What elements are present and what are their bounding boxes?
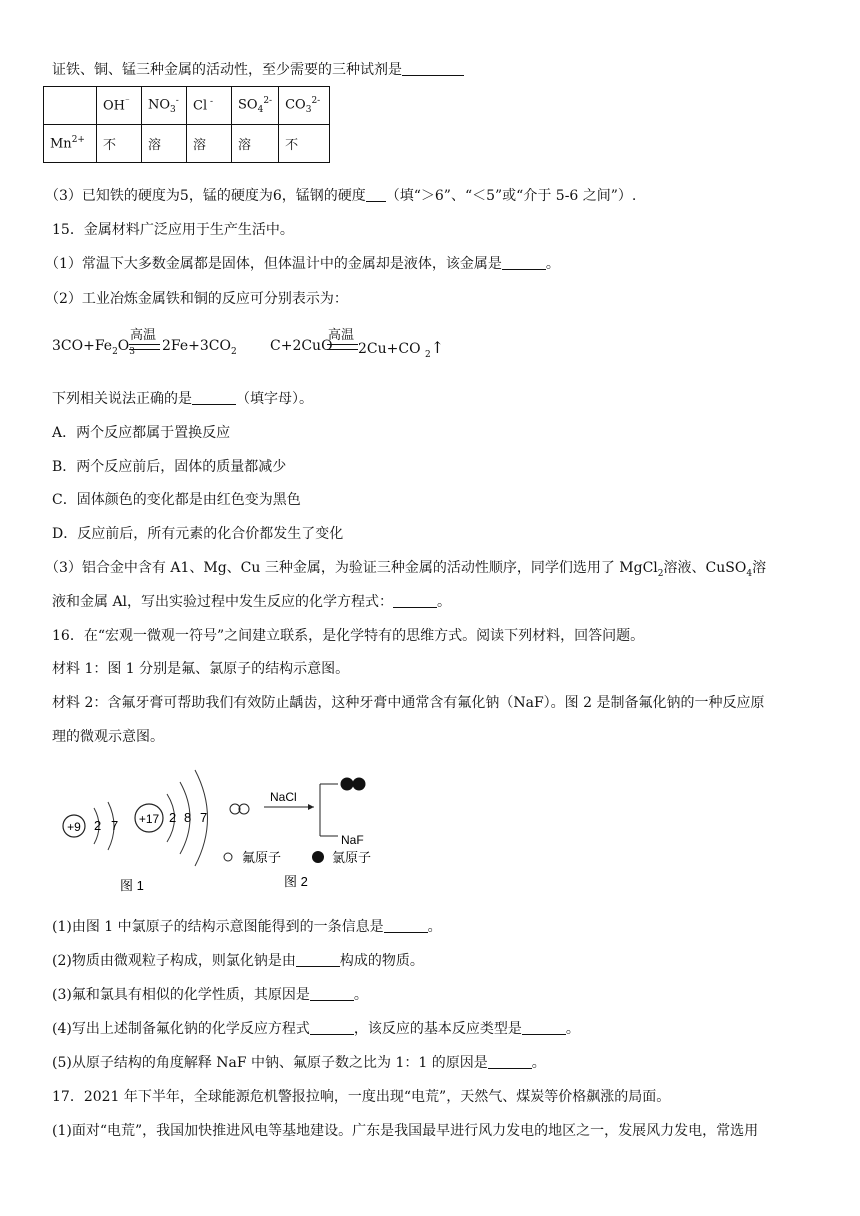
q16-sub3 [52, 985, 368, 1005]
table-header-cell: $NO_3^-$ [142, 87, 187, 125]
chlorine-legend-icon [312, 851, 324, 863]
text: （3）已知铁的硬度为5，锰的硬度为6，锰钢的硬度 [45, 188, 366, 204]
answer-blank[interactable] [393, 593, 437, 608]
nucleus-label: +17 [138, 812, 160, 826]
gas-arrow-icon: ↑ [430, 338, 445, 357]
table-row-label: $Mn^{2+}$ [44, 125, 97, 163]
shell-count: 7 [200, 810, 208, 825]
q16-sub5 [52, 1053, 546, 1073]
q16-stem: 16．在“宏观一微观一符号”之间建立联系，是化学特有的思维方式。阅读下列材料，回答问题。 [52, 628, 645, 644]
table-header-cell: OH⁻ [97, 87, 142, 125]
q14-text: 证铁、铜、锰三种金属的活动性，至少需要的三种试剂是 [52, 62, 402, 78]
eq2-right: 2Cu+CO $_2$↑ [358, 338, 445, 360]
eq1-right: $2Fe+3CO_2$ [162, 338, 237, 357]
answer-blank[interactable] [502, 255, 546, 270]
answer-blank[interactable] [366, 187, 386, 202]
shell-count: 7 [111, 818, 119, 833]
table-cell: 不 [97, 125, 142, 163]
chlorine-atom-diagram [135, 770, 208, 866]
text: (1)由图 1 中氯原子的结构示意图能得到的一条信息是 [52, 919, 384, 935]
text: （1）常温下大多数金属都是固体，但体温计中的金属却是液体，该金属是 [45, 256, 502, 272]
text: 。 [427, 919, 442, 935]
text: （3）铝合金中含有 A1、Mg、Cu 三种金属，为验证三种金属的活动性顺序，同学们选用了 MgCl [45, 560, 658, 576]
table-header-row [44, 87, 330, 125]
table-row [44, 125, 330, 163]
fluorine-atom-diagram [63, 802, 118, 850]
text: (2)物质由微观粒子构成，则氯化钠是由 [52, 953, 296, 969]
table-cell: 溶 [187, 125, 232, 163]
figure-1-label: 图 1 [120, 878, 144, 893]
eq1-left: $3CO+Fe_2O_3$ [52, 338, 136, 357]
q15-stem: 15．金属材料广泛应用于生产生活中。 [52, 222, 294, 238]
answer-blank[interactable] [310, 1020, 354, 1035]
text: 。 [545, 256, 560, 272]
option-b[interactable]: B．两个反应前后，固体的质量都减少 [52, 459, 287, 475]
eq1-equals [129, 344, 160, 350]
q14-part3 [45, 186, 636, 206]
text: （填“＞6”、“＜5”或“介于 5-6 之间”）. [385, 188, 637, 204]
answer-blank[interactable] [192, 390, 236, 405]
text: 4 [746, 568, 753, 579]
answer-blank[interactable] [384, 918, 428, 933]
q15-part2: （2）工业冶炼金属铁和铜的反应可分别表示为： [45, 291, 348, 307]
reactant-label: NaCl [270, 790, 297, 804]
table-header-cell: $CO_3^{2-}$ [279, 87, 330, 125]
table-cell: 溶 [232, 125, 279, 163]
shell-count: 2 [94, 818, 102, 833]
arrow-head-icon [308, 804, 314, 810]
q17-stem: 17．2021 年下半年，全球能源危机警报拉响，一度出现“电荒”，天然气、煤炭等价格飙涨的局面。 [52, 1089, 671, 1105]
legend-label: 氯原子 [332, 850, 372, 865]
text: 2 [657, 568, 664, 579]
q15-ask [52, 389, 313, 409]
chlorine-atom-icon [353, 778, 366, 791]
eq1-condition: 高温 [130, 328, 157, 343]
q15-part3 [45, 558, 766, 584]
material-1: 材料 1：图 1 分别是氟、氯原子的结构示意图。 [52, 661, 350, 677]
text: ，该反应的基本反应类型是 [353, 1021, 522, 1037]
equations [52, 324, 572, 364]
legend-label: 氟原子 [242, 850, 282, 865]
text: (3)氟和氯具有相似的化学性质，其原因是 [52, 987, 310, 1003]
solubility-table [43, 86, 330, 163]
option-c[interactable]: C．固体颜色的变化都是由红色变为黑色 [52, 492, 301, 508]
reaction-diagram [224, 778, 371, 890]
answer-blank[interactable] [522, 1020, 566, 1035]
text: 溶液、CuSO [663, 560, 747, 576]
material-2-cont: 理的微观示意图。 [52, 729, 164, 745]
eq2-equals [327, 344, 358, 350]
q14-line [52, 60, 464, 80]
q16-sub2 [52, 951, 424, 971]
answer-blank[interactable] [488, 1054, 532, 1069]
material-2: 材料 2：含氟牙膏可帮助我们有效防止龋齿，这种牙膏中通常含有氟化钠（NaF）。图 2 是制备氟化钠的一种反应原 [52, 695, 765, 711]
chlorine-atom-icon [341, 778, 354, 791]
option-a[interactable]: A．两个反应都属于置换反应 [52, 425, 231, 441]
shell-count: 8 [184, 810, 192, 825]
text: 下列相关说法正确的是 [52, 391, 192, 407]
option-d[interactable]: D．反应前后，所有元素的化合价都发生了变化 [52, 526, 344, 542]
nucleus-label: +9 [67, 820, 81, 834]
table-cell: 溶 [142, 125, 187, 163]
text: （填字母）。 [236, 391, 313, 407]
text: 。 [437, 594, 452, 610]
q15-part1 [45, 254, 560, 274]
text: 。 [353, 987, 368, 1003]
table-cell: 不 [279, 125, 330, 163]
eq2-left: C+2CuO [270, 338, 333, 354]
table-header-cell: Cl - [187, 87, 232, 125]
product-label: NaF [341, 833, 364, 847]
q15-part3-line2 [52, 592, 451, 612]
table-header-cell [44, 87, 97, 125]
text: 构成的物质。 [339, 953, 424, 969]
eq2-condition: 高温 [328, 328, 355, 343]
text: 溶 [752, 560, 767, 576]
q16-sub4 [52, 1019, 580, 1039]
text: 。 [531, 1055, 546, 1071]
figure-2-label: 图 2 [284, 874, 308, 889]
text: (4)写出上述制备氟化钠的化学反应方程式 [52, 1021, 310, 1037]
atom-figure [52, 760, 412, 900]
shell-count: 2 [169, 810, 177, 825]
text: 液和金属 Al，写出实验过程中发生反应的化学方程式： [52, 594, 394, 610]
text: 。 [565, 1021, 580, 1037]
table-header-cell: $SO_4^{2-}$ [232, 87, 279, 125]
q16-sub1 [52, 917, 442, 937]
text: (5)从原子结构的角度解释 NaF 中钠、氟原子数之比为 1：1 的原因是 [52, 1055, 488, 1071]
answer-blank[interactable] [296, 952, 340, 967]
answer-blank[interactable] [402, 61, 464, 76]
q17-part1: (1)面对“电荒”，我国加快推进风电等基地建设。广东是我国最早进行风力发电的地区之一，发展风力发电，常选用 [52, 1123, 759, 1139]
answer-blank[interactable] [310, 986, 354, 1001]
fluorine-legend-icon [224, 853, 232, 861]
